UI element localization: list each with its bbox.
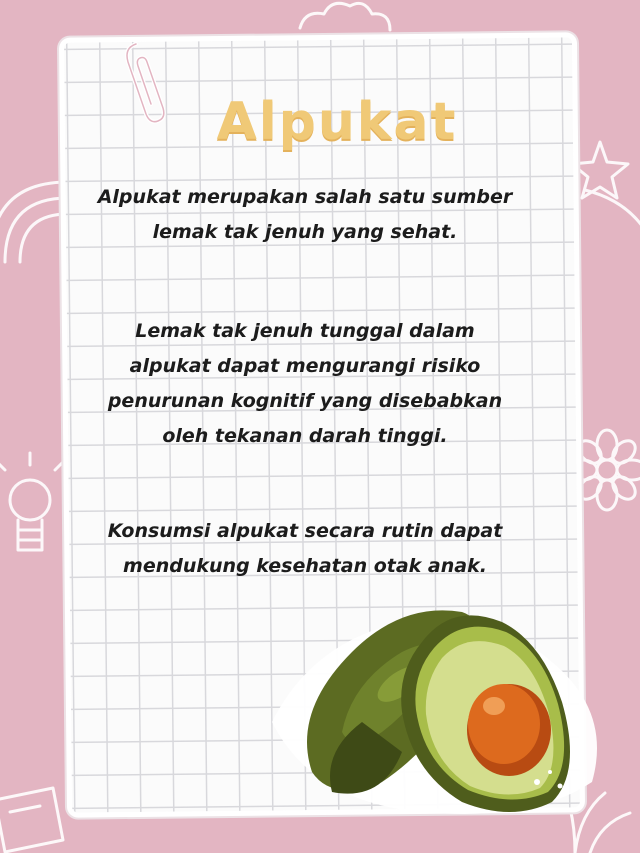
paragraph-consumption: Konsumsi alpukat secara rutin dapat mendukung kesehatan otak anak. xyxy=(107,520,503,577)
rainbow-icon xyxy=(0,182,68,262)
page-title: Alpukat xyxy=(216,92,458,152)
paragraph-intro: Alpukat merupakan salah satu sumber lemak tak jenuh yang sehat. xyxy=(97,186,513,243)
lightbulb-icon xyxy=(0,453,63,550)
flower-icon xyxy=(567,430,640,510)
paragraph-cognitive: Lemak tak jenuh tunggal dalam alpukat dapat mengurangi risiko penurunan kognitif yang disebabkan oleh tekanan darah tinggi. xyxy=(107,320,503,447)
sketch-box-icon xyxy=(0,788,63,852)
cloud-icon xyxy=(300,3,390,30)
avocado-illustration xyxy=(272,582,602,822)
